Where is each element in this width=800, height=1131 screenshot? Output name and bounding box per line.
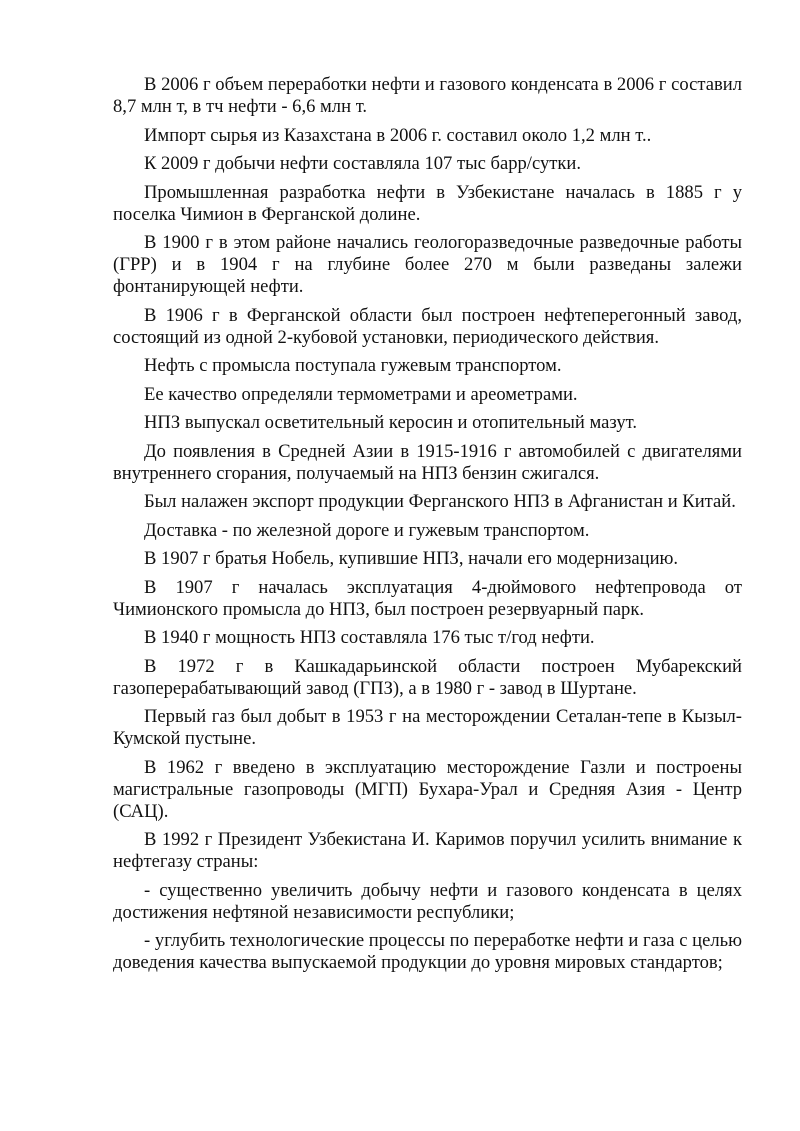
document-body xyxy=(113,74,742,981)
paragraph: В 1907 г братья Нобель, купившие НПЗ, начали его модернизацию. xyxy=(144,548,679,569)
paragraph: До появления в Средней Азии в 1915-1916 г автомобилей с двигателями внутреннего сгорания, получаемый на НПЗ бензин сжигался. xyxy=(113,440,742,484)
paragraph: Ее качество определяли термометрами и ареометрами. xyxy=(144,383,578,405)
paragraph: В 2006 г объем переработки нефти и газового конденсата в 2006 г составил 8,7 млн т, в тч нефти - 6,6 млн т. xyxy=(113,74,742,117)
paragraph: В 1940 г мощность НПЗ составляла 176 тыс т/год нефти. xyxy=(144,627,595,648)
paragraph: К 2009 г добычи нефти составляла 107 тыс барр/сутки. xyxy=(144,153,582,174)
paragraph: В 1962 г введено в эксплуатацию месторождение Газли и построены магистральные газопроводы (МГП) Бухара-Урал и Средняя Азия - Центр (САЦ). xyxy=(113,756,742,822)
paragraph: В 1972 г в Кашкадарьинской области построен Мубарекский газоперерабатывающий завод (ГПЗ), а в 1980 г - завод в Шуртане. xyxy=(113,655,742,699)
paragraph: НПЗ выпускал осветительный керосин и отопительный мазут. xyxy=(144,412,637,433)
list-item: - существенно увеличить добычу нефти и газового конденсата в целях достижения нефтяной независимости республики; xyxy=(113,879,742,923)
paragraph: В 1900 г в этом районе начались геологоразведочные разведочные работы (ГРР) и в 1904 г на глубине более 270 м были разведаны залежи фонтанирующей нефти. xyxy=(113,232,742,297)
paragraph: В 1992 г Президент Узбекистана И. Каримов поручил усилить внимание к нефтегазу страны: xyxy=(113,829,742,872)
paragraph: Нефть с промысла поступала гужевым транспортом. xyxy=(144,355,562,376)
paragraph: Был налажен экспорт продукции Ферганского НПЗ в Афганистан и Китай. xyxy=(144,491,736,512)
paragraph: Промышленная разработка нефти в Узбекистане началась в 1885 г у поселка Чимион в Ферганской долине. xyxy=(113,181,742,225)
paragraph: В 1907 г началась эксплуатация 4-дюймового нефтепровода от Чимионского промысла до НПЗ, был построен резервуарный парк. xyxy=(113,576,742,620)
paragraph: Доставка - по железной дороге и гужевым транспортом. xyxy=(144,519,590,541)
paragraph: В 1906 г в Ферганской области был построен нефтеперегонный завод, состоящий из одной 2-кубовой установки, периодического действия. xyxy=(113,304,742,348)
list-item: - углубить технологические процессы по переработке нефти и газа с целью доведения качества выпускаемой продукции до уровня мировых стандартов; xyxy=(113,930,742,973)
paragraph: Импорт сырья из Казахстана в 2006 г. составил около 1,2 млн т.. xyxy=(144,124,652,146)
paragraph: Первый газ был добыт в 1953 г на месторождении Сеталан-тепе в Кызыл-Кумской пустыне. xyxy=(113,706,742,749)
